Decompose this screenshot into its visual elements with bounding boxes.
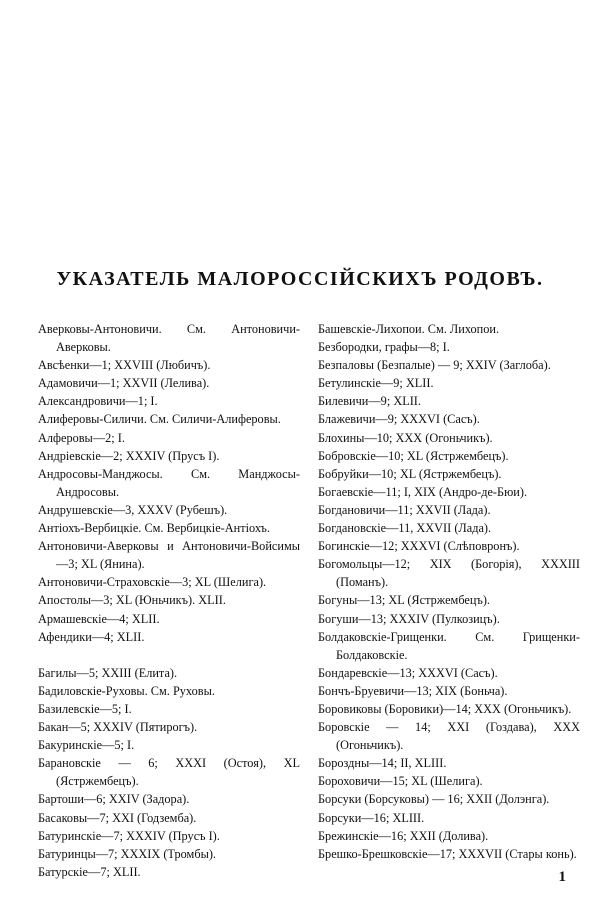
index-entry: Армашевскіе—4; XLII. [38,611,160,626]
index-entry: Базилевскіе—5; I. [38,701,132,716]
index-entry: Безбородки, графы—8; I. [318,340,450,355]
index-entry: Андросовы-Манджосы. См. Манджосы-Андросовы. [38,466,300,499]
index-entry: Болдаковскіе-Грищенки. См. Грищенки-Болдаковскіе. [318,629,580,662]
index-entry: Брежинскіе—16; XXII (Долива). [318,828,489,843]
index-entry: Батурскіе—7; XLII. [38,864,141,879]
index-entry: Афендики—4; XLII. [38,629,145,644]
index-entry: Богдановскіе—11, XXVII (Лада). [318,521,492,536]
index-entry: Авсѣенки—1; XXVIII (Любичъ). [38,358,211,373]
index-entry: Бакуринскіе—5; I. [38,738,135,753]
index-entry: Батуринцы—7; XXXIX (Тромбы). [38,846,217,861]
index-entry: Бончъ-Бруевичи—13; XIX (Боньча). [318,683,508,698]
index-entry: Башевскіе-Лихопои. См. Лихопои. [318,322,500,336]
index-entry: Борсуки (Борсуковы) — 16; XXII (Долэнга). [318,792,550,807]
index-entry: Безпаловы (Безпалые) — 9; XXIV (Заглоба). [318,358,551,373]
index-entry: Бобровскіе—10; XL (Ястржембецъ). [318,448,509,463]
index-entry: Антоновичи-Аверковы и Антоновичи-Войсимы—3; XL (Янина). [38,539,300,572]
letter-section-gap [38,646,300,664]
index-entry: Бороховичи—15; XL (Шелига). [318,774,483,789]
index-entry: Алферовы—2; I. [38,430,125,445]
index-entry: Александровичи—1; I. [38,394,158,409]
index-entry: Басаковы—7; XXI (Годземба). [38,810,197,825]
index-entry: Боровскіе — 14; XXI (Гоздава), XXX (Огоньчикъ). [318,720,580,753]
index-column-left [38,320,300,881]
index-entry: Богаевскіе—11; I, XIX (Андро-де-Бюи). [318,484,528,499]
index-entry: Бороздны—14; II, XLIII. [318,756,447,771]
index-entry: Богомольцы—12; XIX (Богорія), XXXIII (Поманъ). [318,557,580,590]
index-entry: Бартоши—6; XXIV (Задора). [38,792,190,807]
index-entry: Богдановичи—11; XXVII (Лада). [318,502,491,517]
index-entry: Адамовичи—1; XXVII (Лелива). [38,376,210,391]
index-entry: Алиферовы-Силичи. См. Силичи-Алиферовы. [38,412,281,427]
index-entry: Блохины—10; XXX (Огоньчикъ). [318,430,493,445]
index-entry: Богуши—13; XXXIV (Пулкозицъ). [318,611,500,626]
index-entry: Андріевскіе—2; XXXIV (Прусъ I). [38,448,220,463]
page-number: 1 [558,869,566,885]
index-entry: Бетулинскіе—9; XLII. [318,376,434,391]
page-title: УКАЗАТЕЛЬ МАЛОРОССІЙСКИХЪ РОДОВЪ. [56,268,544,290]
index-entry: Блажевичи—9; XXXVI (Сасъ). [318,412,480,427]
index-entry: Бадиловскіе-Руховы. См. Руховы. [38,683,215,698]
index-entry: Багилы—5; XXIII (Елита). [38,665,178,680]
index-entry: Боровиковы (Боровики)—14; XXX (Огоньчикъ). [318,701,572,716]
index-column-right [318,320,580,863]
index-entry: Бобруйки—10; XL (Ястржембецъ). [318,466,502,481]
index-entry: Апостолы—3; XL (Юньчикъ). XLII. [38,593,226,608]
index-entry: Бакан—5; XXXIV (Пятирогъ). [38,720,198,735]
index-entry: Брешко-Брешковскіе—17; XXXVII (Стары конь). [318,846,577,861]
index-entry: Андрушевскіе—3, XXXV (Рубешъ). [38,502,228,517]
index-entry: Аверковы-Антоновичи. См. Антоновичи-Аверковы. [38,322,300,355]
index-entry: Билевичи—9; XLII. [318,394,421,409]
index-entry: Богинскіе—12; XXXVI (Слѣповронъ). [318,539,520,554]
index-entry: Антоновичи-Страховскіе—3; XL (Шелига). [38,575,267,590]
index-entry: Богуны—13; XL (Ястржембецъ). [318,593,491,608]
index-entry: Барановскіе — 6; XXXI (Остоя), XL (Ястржембецъ). [38,756,300,789]
index-entry: Борсуки—16; XLIII. [318,810,425,825]
index-entry: Батуринскіе—7; XXXIV (Прусъ I). [38,828,220,843]
index-entry: Антіохъ-Вербицкіе. См. Вербицкіе-Антіохъ. [38,521,270,536]
index-entry: Бондаревскіе—13; XXXVI (Сасъ). [318,665,498,680]
